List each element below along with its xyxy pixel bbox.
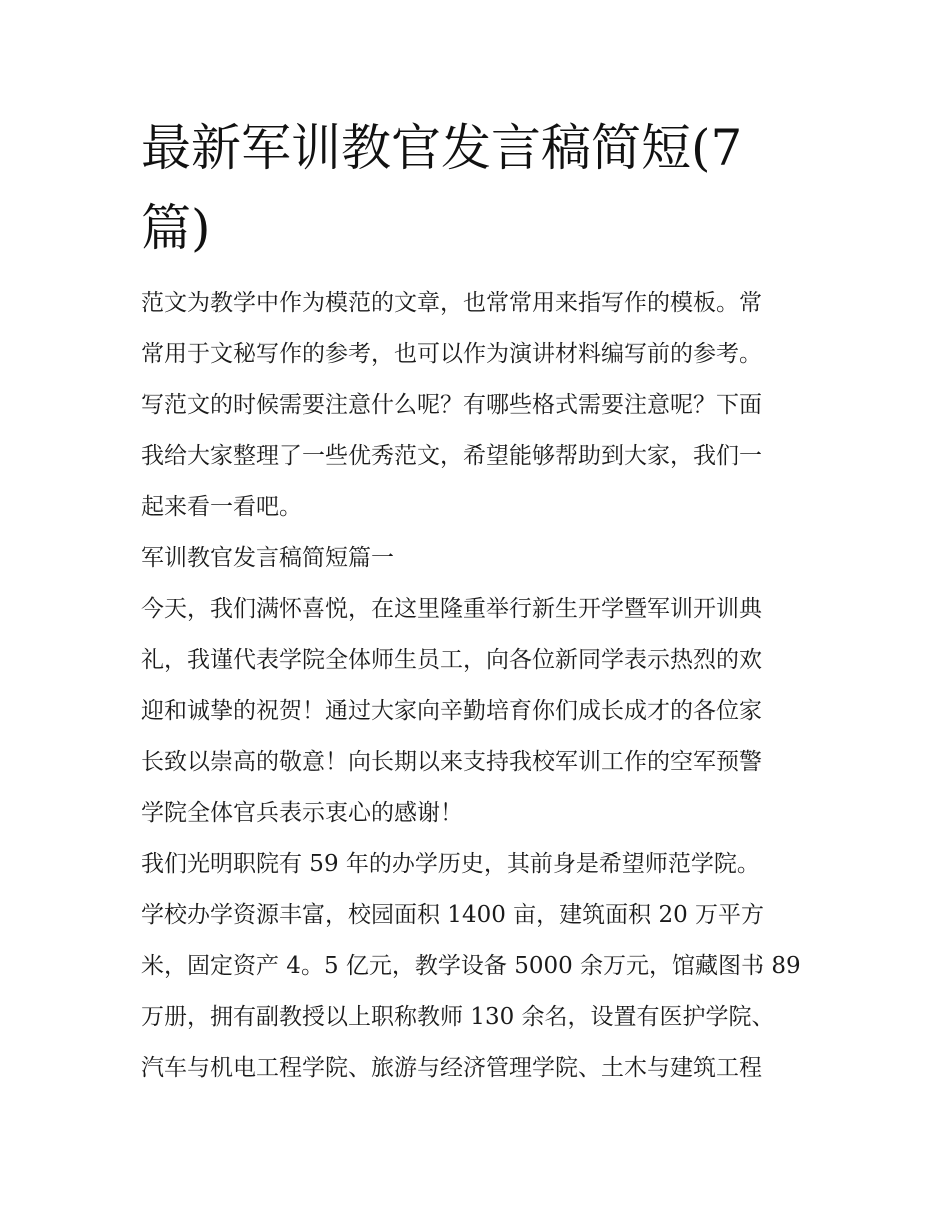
text-line: 常用于文秘写作的参考，也可以作为演讲材料编写前的参考。	[141, 341, 762, 367]
text-line: 我给大家整理了一些优秀范文，希望能够帮助到大家，我们一	[141, 443, 762, 469]
page-title	[141, 108, 813, 268]
text-line: 范文为教学中作为模范的文章，也常常用来指写作的模板。常	[141, 290, 762, 316]
document-body	[141, 108, 813, 1094]
text-line: 长致以崇高的敬意！向长期以来支持我校军训工作的空军预警	[141, 749, 762, 775]
body-paragraph	[141, 839, 813, 1094]
text-line: 今天，我们满怀喜悦，在这里隆重举行新生开学暨军训开训典	[141, 596, 762, 622]
section-heading	[141, 533, 813, 584]
text-line: 汽车与机电工程学院、旅游与经济管理学院、土木与建筑工程	[141, 1055, 762, 1081]
text-line: 学院全体官兵表示衷心的感谢！	[141, 800, 463, 826]
text-line: 我们光明职院有 59 年的办学历史，其前身是希望师范学院。	[141, 851, 760, 877]
title-line: 篇)	[141, 199, 211, 257]
text-line: 起来看一看吧。	[141, 494, 302, 520]
text-line: 礼，我谨代表学院全体师生员工，向各位新同学表示热烈的欢	[141, 647, 762, 673]
text-line: 米，固定资产 4。5 亿元，教学设备 5000 余万元，馆藏图书 89	[141, 953, 801, 979]
text-line: 万册，拥有副教授以上职称教师 130 余名，设置有医护学院、	[141, 1004, 775, 1030]
text-line: 军训教官发言稿简短篇一	[141, 545, 394, 571]
text-line: 学校办学资源丰富，校园面积 1400 亩，建筑面积 20 万平方	[141, 902, 765, 928]
title-line: 最新军训教官发言稿简短(7	[141, 119, 743, 177]
text-line: 写范文的时候需要注意什么呢？有哪些格式需要注意呢？下面	[141, 392, 762, 418]
text-line: 迎和诚挚的祝贺！通过大家向辛勤培育你们成长成才的各位家	[141, 698, 762, 724]
intro-paragraph	[141, 278, 813, 533]
body-paragraph	[141, 584, 813, 839]
